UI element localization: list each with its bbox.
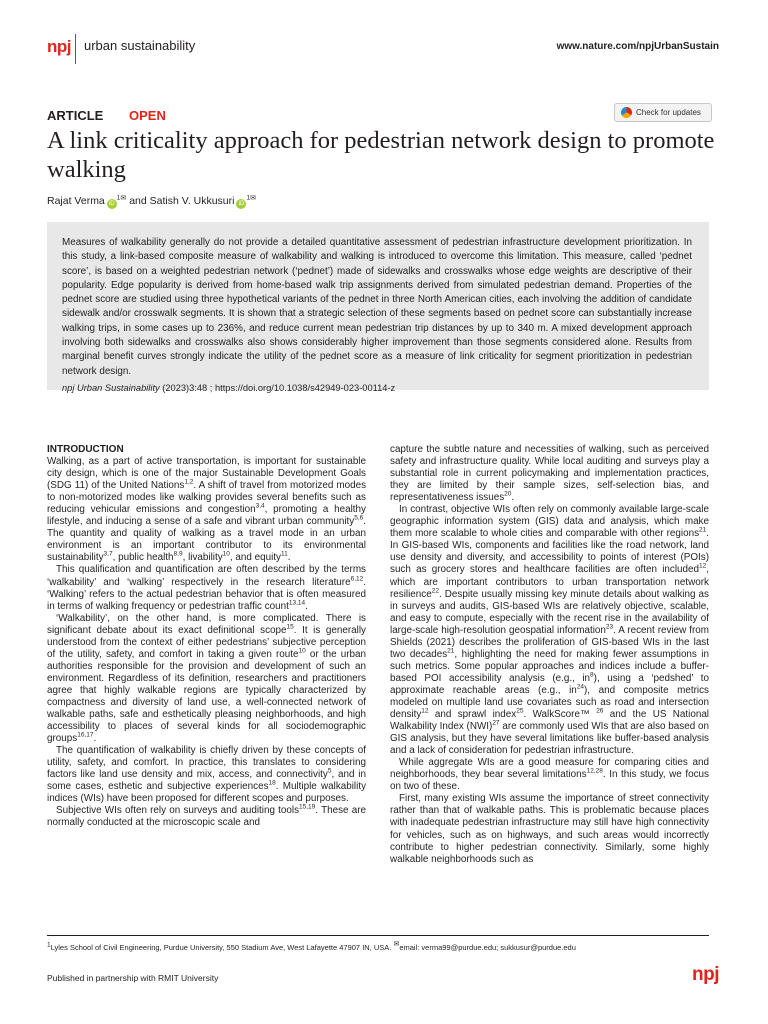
- abstract-box: [47, 222, 709, 393]
- abstract-text: Measures of walkability generally do not provide a detailed quantitative assessment of pedestrian infrastructure development prioritization. In this study, a link-based composite measure of walkability and walking is introduced to overcome this limitation. This measure, called ‘pednet score’, is based on a weighted pedestrian network (‘pednet’) made of sidewalks and crosswalks whose edge weights are descriptive of their popularity. Edge popularity is derived from home-based walk trip assignments derived from simulated pedestrian demand. Properties of the pednet score are studied using three hypothetical variants of the pednet in three North American cities, each involving the addition of candidate sidewalk and/or crosswalk segments. It is shown that a strategic selection of these segments based on pednet score can substantially increase walking trips, in some cases up to 236%, and reduce current mean pedestrian trip distances by up to 340 m. A mixed development approach involving both sidewalks and crosswalks also shows considerably higher improvement than those segments considered alone. Results from marginal benefit curves strongly indicate the utility of the pednet score as a measure of link criticality for segment prioritization in pedestrian network design.: [62, 237, 692, 377]
- email-icon[interactable]: ✉: [250, 195, 256, 202]
- citation-line: [62, 383, 395, 393]
- npj-footer-logo: npj: [692, 964, 719, 985]
- journal-url-link[interactable]: www.nature.com/npjUrbanSustain: [556, 41, 719, 52]
- body-paragraph: Walking, as a part of active transportation, is important for sustainable city design, which is one of the major Sustainable Development Goals (SDG 11) of the United Nations$^{1,2}$. A shift of travel from motorized modes to non-motorized modes like walking provides several benefits such as reducing vehicular emissions and congestion$^{3,4}$, promoting a healthy lifestyle, and inducing a sense of a safe and vibrant urban community$^{5,6}$. The quantity and quality of walking as a travel mode in an urban environment is an important contributor to its environmental sustainability$^{3,7}$, public health$^{8,9}$, livability$^{10}$, and equity$^{11}$.: [47, 456, 367, 564]
- footnote-divider: [47, 935, 709, 936]
- citation-journal: npj Urban Sustainability: [62, 383, 160, 393]
- body-paragraph: In contrast, objective WIs often rely on commonly available large-scale geographic information system (GIS) data and analysis, which make them more scalable to whole cities and comparable with other regions$^{21}$. In GIS-based WIs, components and facilities like the road network, land use density and diversity, and accessibility to points of interest (POIs) such as grocery stores and healthcare facilities are often included$^{12}$, which are important contributors to urban transportation network resilience$^{22}$. Despite usually missing key minute details about walking as in surveys and audits, GIS-based WIs are relatively objective, scalable, and easy to compute, especially with the recent rise in the availability of large-scale high-resolution geospatial information$^{23}$. A recent review from Shields (2021) describes the proliferation of GIS-based WIs in the last two decades$^{21}$, highlighting the need for making fewer assumptions in such metrics. Some popular approaches and indices include a buffer-based POI accessibility analysis (e.g., $in^8$), using a ‘pedshed’ to approximate reachable areas (e.g., $in^{24}$), and composite metrics modeled on multiple land use covariates such as road and intersection density$^{12}$ and sprawl index$^{25}$. WalkScore™ $^{26}$ and the US National Walkability Index (NWI)$^{27}$ are commonly used WIs that are also based on GIS analysis, but they have several limitations like buffer-based analysis and a lack of consideration for pedestrian infrastructure.: [390, 504, 710, 757]
- body-paragraph: This qualification and quantification are often described by the terms ‘walkability’ and ‘walking’ respectively in the research literature$^{6,12}$. ‘Walking’ refers to the actual pedestrian behavior that is often measured in terms of walking frequency or pedestrian traffic count$^{13,14}$.: [47, 564, 366, 612]
- email-icon[interactable]: ✉: [120, 195, 127, 202]
- body-column-left: [47, 444, 366, 830]
- body-paragraph: The quantification of walkability is chiefly driven by these concepts of utility, safety, and comfort. In practice, this translates to considering factors like land use density and mix, access, and connectivity$^5$, and in some cases, esthetic and subjective experiences$^{18}$. Multiple walkability indices (WIs) have been proposed for different scopes and purposes.: [47, 745, 367, 805]
- body-paragraph: Subjective WIs often rely on surveys and auditing tools$^{15,19}$. These are normally conducted at the microscopic scale and: [47, 804, 366, 829]
- author-list: [47, 194, 256, 209]
- header-divider: [75, 34, 76, 64]
- body-paragraph: ‘Walkability’, on the other hand, is more complicated. There is significant debate about its exact definitional scope$^{15}$. It is generally understood from the context of either pedestrians’ subjective perception of the utility, safety, and comfort in taking a given route$^{10}$ or the urban authorities responsible for the provision and development of such an environment. Regardless of its definition, researchers and practitioners agree that highly walkable regions are typically characterized by compactness and diversity of land use, a well-connected network of walkable paths, safe and esthetically pleasing neighborhoods, and high accessibility to places of several kinds for all sociodemographic groups$^{16,17}$.: [47, 612, 367, 745]
- article-type-label: ARTICLE: [47, 108, 104, 123]
- author-affiliation-number: 1: [116, 194, 121, 202]
- journal-name[interactable]: urban sustainability: [84, 38, 196, 53]
- orcid-icon[interactable]: iD: [107, 199, 117, 209]
- citation-doi-link[interactable]: (2023)3:48 ; https://doi.org/10.1038/s42949-023-00114-z: [159, 383, 396, 393]
- section-heading: INTRODUCTION: [47, 444, 124, 455]
- author-affiliation-number: 1: [246, 194, 251, 202]
- body-paragraph: First, many existing WIs assume the importance of street connectivity rather than that of walkable paths. This is problematic because places with inadequate pedestrian infrastructure may still have high connectivity for vehicles, such as on highways, and such areas would incorrectly contribute to higher pedestrian connectivity. Similarly, some highly walkable neighborhoods such as: [390, 793, 709, 865]
- affiliation-text: Lyles School of Civil Engineering, Purdue University, 550 Stadium Ave, West Lafayette 47907 IN, USA.: [50, 943, 394, 952]
- open-access-label: OPEN: [129, 108, 166, 123]
- article-title: A link criticality approach for pedestrian network design to promote walking: [47, 127, 715, 183]
- partnership-note: Published in partnership with RMIT University: [47, 973, 219, 983]
- author-name-link[interactable]: Rajat Verma: [47, 195, 105, 207]
- crossmark-icon: [621, 107, 632, 118]
- check-for-updates-button[interactable]: [614, 103, 712, 122]
- orcid-icon[interactable]: iD: [236, 199, 246, 209]
- affiliation-footnote: [47, 940, 576, 952]
- author-separator: and: [129, 195, 147, 207]
- affiliation-number: 1: [47, 941, 51, 949]
- email-icon: ✉: [393, 941, 400, 948]
- check-for-updates-label: Check for updates: [636, 108, 701, 117]
- npj-logo[interactable]: npj: [47, 37, 71, 56]
- email-addresses[interactable]: email: verma99@purdue.edu; sukkusur@purdue.edu: [399, 943, 576, 952]
- body-paragraph: capture the subtle nature and necessities of walking, such as perceived safety and infrastructure quality. While local auditing and surveys play a substantial role in current policymaking and implementation practices, they are limited by their sample sizes, self-selection bias, and representativeness issues$^{20}$.: [390, 444, 709, 504]
- body-paragraph: While aggregate WIs are a good measure for comparing cities and neighborhoods, they bear several limitations$^{12,28}$. In this study, we focus on two of these.: [390, 757, 709, 793]
- author-name-link[interactable]: Satish V. Ukkusuri: [149, 195, 235, 207]
- body-column-right: [390, 444, 709, 866]
